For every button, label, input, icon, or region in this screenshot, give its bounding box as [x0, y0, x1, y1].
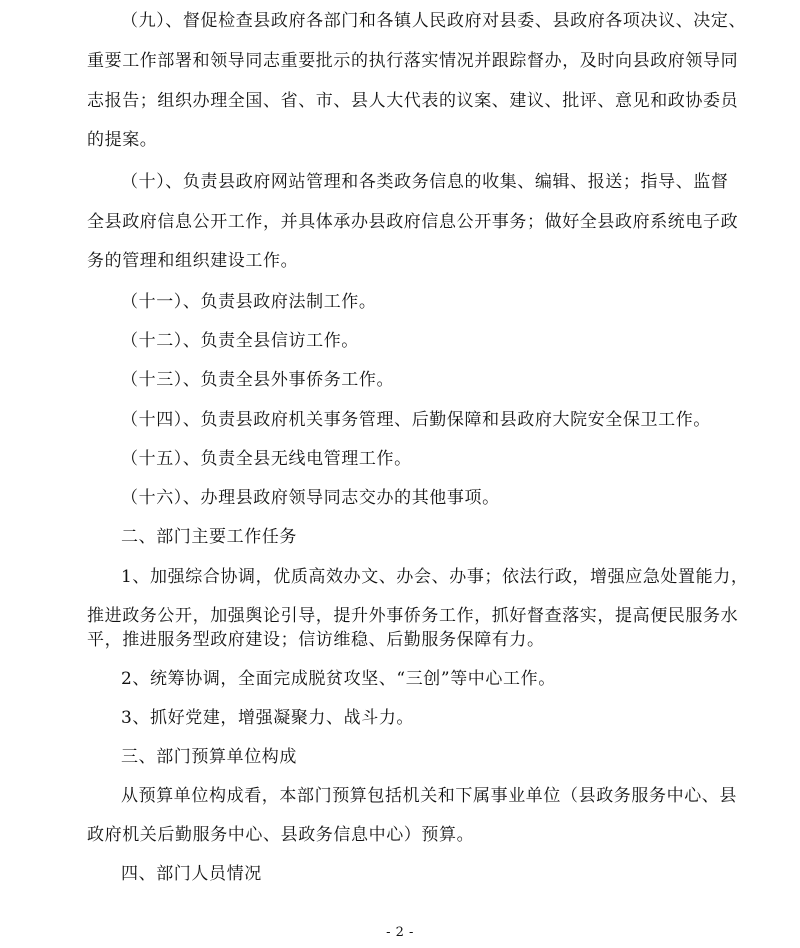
section-heading-3: 三、部门预算单位构成 — [121, 747, 297, 767]
paragraph-item-9-line-2: 重要工作部署和领导同志重要批示的执行落实情况并跟踪督办，及时向县政府领导同 — [87, 51, 739, 71]
task-1-line-2: 推进政务公开，加强舆论引导，提升外事侨务工作，抓好督查落实，提高便民服务水 — [87, 606, 739, 626]
task-1-line-3: 平，推进服务型政府建设；信访维稳、后勤服务保障有力。 — [87, 630, 545, 650]
paragraph-item-12: （十二）、负责全县信访工作。 — [121, 331, 359, 351]
paragraph-item-10-line-3: 务的管理和组织建设工作。 — [87, 251, 299, 271]
paragraph-item-10-line-2: 全县政府信息公开工作，并具体承办县政府信息公开事务；做好全县政府系统电子政 — [87, 212, 739, 232]
page-number: - 2 - — [386, 925, 414, 940]
paragraph-item-9-line-1: （九）、督促检查县政府各部门和各镇人民政府对县委、县政府各项决议、决定、 — [121, 11, 747, 31]
paragraph-item-9-line-3: 志报告；组织办理全国、省、市、县人大代表的议案、建议、批评、意见和政协委员 — [87, 91, 739, 111]
budget-units-line-1: 从预算单位构成看，本部门预算包括机关和下属事业单位（县政务服务中心、县 — [121, 786, 737, 806]
paragraph-item-14: （十四）、负责县政府机关事务管理、后勤保障和县政府大院安全保卫工作。 — [121, 410, 711, 430]
task-2: 2、统筹协调，全面完成脱贫攻坚、“三创”等中心工作。 — [121, 669, 556, 689]
section-heading-2: 二、部门主要工作任务 — [121, 527, 297, 547]
paragraph-item-13: （十三）、负责全县外事侨务工作。 — [121, 370, 395, 390]
paragraph-item-15: （十五）、负责全县无线电管理工作。 — [121, 449, 412, 469]
task-1-line-1: 1、加强综合协调，优质高效办文、办会、办事；依法行政，增强应急处置能力， — [121, 567, 749, 587]
section-heading-4: 四、部门人员情况 — [121, 864, 262, 884]
task-3: 3、抓好党建，增强凝聚力、战斗力。 — [121, 708, 415, 728]
paragraph-item-9-line-4: 的提案。 — [87, 130, 158, 150]
paragraph-item-11: （十一）、负责县政府法制工作。 — [121, 292, 377, 312]
paragraph-item-10-line-1: （十）、负责县政府网站管理和各类政务信息的收集、编辑、报送；指导、监督 — [121, 172, 729, 192]
budget-units-line-2: 政府机关后勤服务中心、县政务信息中心）预算。 — [87, 825, 475, 845]
paragraph-item-16: （十六）、办理县政府领导同志交办的其他事项。 — [121, 488, 500, 508]
